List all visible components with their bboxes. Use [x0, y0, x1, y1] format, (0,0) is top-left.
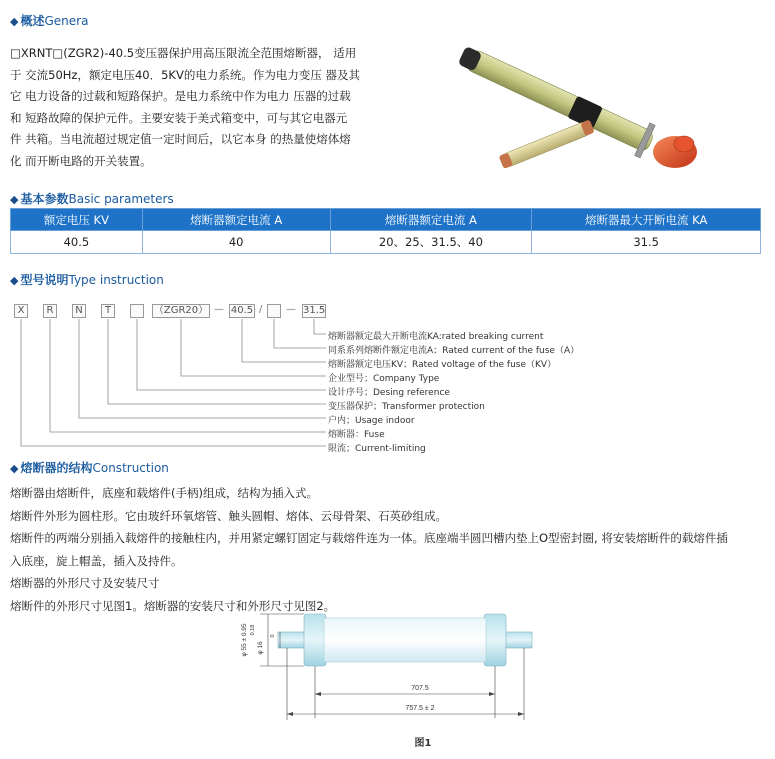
- table-header-cell: 熔断器额定电流 A: [142, 209, 330, 231]
- overview-line: 它 电力设备的过载和短路保护。是电力系统中作为电力 压器的过载: [10, 89, 351, 104]
- table-header-cell: 熔断器额定电流 A: [330, 209, 532, 231]
- type-title-cn: 型号说明: [20, 273, 69, 287]
- table-cell: 40.5: [11, 231, 143, 254]
- type-legend-item: 变压器保护；Transformer protection: [328, 402, 485, 412]
- overview-title-en: Genera: [44, 14, 89, 28]
- diamond-bullet-icon: ◆: [10, 193, 19, 206]
- overview-line: 化 而开断电路的开关装置。: [10, 153, 152, 168]
- params-table: [10, 208, 761, 254]
- type-leader-lines: [0, 290, 560, 460]
- type-legend-item: 企业型号；Company Type: [328, 374, 440, 384]
- dim-outer-tolerance: 0.18: [250, 624, 256, 636]
- diamond-bullet-icon: ◆: [10, 462, 19, 475]
- type-code-box: R: [43, 304, 57, 318]
- dim-inner-tolerance: 0: [270, 634, 276, 638]
- type-code-separator: /: [259, 304, 263, 315]
- type-code-box: T: [101, 304, 115, 318]
- construction-heading: [10, 459, 169, 476]
- overview-line: □XRNT□(ZGR2)-40.5变压器保护用高压限流全范围熔断器， 适用: [10, 46, 357, 60]
- dim-inner-diameter: φ 16: [257, 641, 264, 655]
- table-header-cell: 熔断器最大开断电流 KA: [532, 209, 761, 231]
- construction-title-en: Construction: [92, 461, 169, 475]
- type-legend-item: 同系系列熔断件额定电流A；Rated current of the fuse（A）: [328, 346, 580, 356]
- params-title-cn: 基本参数: [20, 192, 69, 206]
- table-header-cell: 额定电压 KV: [11, 209, 143, 231]
- fuse-dimension-drawing: [220, 608, 560, 758]
- table-header-row: [11, 209, 761, 231]
- table-cell: 40: [142, 231, 330, 254]
- type-code-box: N: [72, 304, 86, 318]
- construction-text: [10, 482, 765, 617]
- overview-line: 件 共箱。当电流超过规定值一定时间后，以它本身 的热量使熔体熔: [10, 132, 351, 147]
- overview-title-cn: 概述: [20, 14, 45, 28]
- dim-outer-diameter: φ 55 ± 0.95: [241, 623, 248, 657]
- fuse-product-image: [455, 40, 715, 170]
- dim-total-length: 757.5 ± 2: [405, 705, 435, 712]
- overview-heading: [10, 12, 88, 29]
- type-title-en: Type instruction: [68, 273, 164, 287]
- construction-title-cn: 熔断器的结构: [20, 461, 93, 475]
- overview-line: 于 交流50Hz，额定电压40．5KV的电力系统。作为电力变压 器及其: [10, 67, 360, 82]
- table-cell: 20、25、31.5、40: [330, 231, 532, 254]
- type-legend-item: 户内；Usage indoor: [328, 416, 415, 426]
- type-legend-item: 熔断器额定电压KV；Rated voltage of the fuse（KV）: [328, 360, 557, 370]
- type-code-diagram: [0, 290, 580, 460]
- diamond-bullet-icon: ◆: [10, 274, 19, 287]
- dim-body-length: 707.5: [411, 685, 429, 692]
- type-code-separator: —: [286, 304, 296, 315]
- construction-line: 入底座，旋上帽盖，插入及持件。: [10, 553, 183, 568]
- table-row: [11, 231, 761, 254]
- type-legend-item: 限流；Current-limiting: [328, 444, 426, 454]
- type-code-box: 40.5: [230, 305, 254, 316]
- table-cell: 31.5: [532, 231, 761, 254]
- params-title-en: Basic parameters: [68, 192, 174, 206]
- diamond-bullet-icon: ◆: [10, 15, 19, 28]
- construction-line: 熔断器的外形尺寸及安装尺寸: [10, 576, 160, 590]
- params-heading: [10, 190, 174, 207]
- type-legend-item: 熔断器额定最大开断电流KA:rated breaking current: [328, 332, 544, 342]
- type-code-separator: —: [214, 304, 224, 315]
- overview-text: [10, 43, 370, 173]
- type-heading: [10, 271, 164, 288]
- construction-line: 熔断器由熔断件，底座和载熔件(手柄)组成，结构为插入式。: [10, 486, 318, 500]
- figure-caption: 图1: [414, 738, 432, 749]
- construction-line: 熔断件外形为圆柱形。它由玻纤环氧熔管、触头圆帽、熔体、云母骨架、石英砂组成。: [10, 508, 447, 523]
- construction-line: 熔断件的两端分别插入载熔件的接触柱内，并用紧定螺钉固定与载熔件连为一体。底座端半圆凹槽内垫上O型密封圈, 将安装熔断件的载熔件插: [10, 531, 728, 545]
- construction-line: 熔断件的外形尺寸见图1。熔断器的安装尺寸和外形尺寸见图2。: [10, 598, 336, 613]
- type-code-box: 31.5: [303, 305, 326, 316]
- type-legend-item: 熔断器：Fuse: [328, 430, 385, 440]
- type-code-box: （ZGR20）: [153, 305, 209, 316]
- type-legend-item: 设计序号；Desing reference: [328, 388, 450, 398]
- type-code-box: X: [14, 304, 28, 318]
- overview-line: 和 短路故障的保护元件。主要安装于美式箱变中，可与其它电器元: [10, 110, 348, 125]
